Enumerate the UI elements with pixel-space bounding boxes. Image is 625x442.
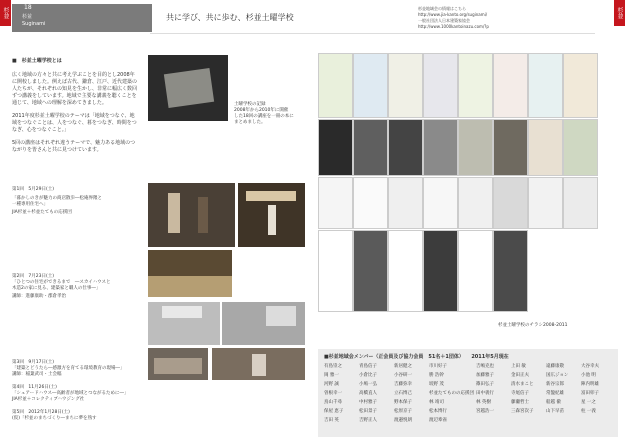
flyer-thumb bbox=[388, 177, 423, 229]
flyer-caption: 杉並土曜学校のチラシ2008-2011 bbox=[498, 323, 568, 328]
member-name: 金田正夫 bbox=[511, 373, 529, 378]
flyer-thumb bbox=[353, 177, 388, 229]
member-name: 新居健之 bbox=[394, 364, 412, 369]
flyer-thumb bbox=[423, 177, 458, 229]
member-name: 松田景子 bbox=[359, 409, 377, 414]
member-name: 高橋直人 bbox=[359, 391, 377, 396]
intro-paragraph-3: 5回の講座はそれぞれ違うテーマで、魅力ある地域のつながりを皆さんと共に見つけています。 bbox=[12, 140, 136, 153]
member-name: 林 英樹 bbox=[476, 400, 491, 405]
member-name: 小池 明 bbox=[581, 373, 596, 378]
info-url-1: http://www.jia-kanto.org/suginami/ bbox=[418, 12, 488, 17]
flyer-thumb bbox=[563, 177, 598, 229]
flyer-thumb bbox=[318, 53, 353, 118]
event-1: 第1回 5月29日(土) 「暮かしのきが魅力の商店散歩―松庵界隈と 一種専用住宅へ」 JIA杉並＋杉並たてもの応援団 bbox=[12, 187, 102, 215]
event1-photo-room bbox=[238, 183, 305, 247]
members-box bbox=[318, 349, 618, 437]
flyer-thumb bbox=[353, 119, 388, 176]
right-side-tab: 杉並 bbox=[614, 0, 625, 26]
flyer-thumb bbox=[458, 230, 493, 312]
page-header-block bbox=[12, 4, 162, 32]
member-name: 坂野 茂 bbox=[429, 382, 444, 387]
event2-photo-hall bbox=[222, 302, 305, 345]
member-name: 清水まこと bbox=[511, 382, 534, 387]
members-heading: ■杉並地域会メンバー（正会員及び協力会員 51名＋1団体） 2011年5月現在 bbox=[324, 354, 509, 360]
intro-paragraph-2: 2011年度杉並土曜学校のテーマは「地域をつなぐ、地域をつなぐことは、人をつなぐ、暮をつなぎ、時間をつなぎ、心をつなぐこと。」 bbox=[12, 113, 137, 133]
event-4: 第4回 11月26日(土) 「シェアードハウス―高齢者が地域とつながるために―」 JIA杉並＋コレクティブハウジング社 bbox=[12, 385, 129, 402]
member-name: 鳥山千尋 bbox=[324, 400, 342, 405]
member-name: 小鳩一弘 bbox=[359, 382, 377, 387]
header-bar bbox=[12, 4, 152, 32]
event1-photo-tatami bbox=[148, 250, 232, 297]
member-name: 陣内明雄 bbox=[581, 382, 599, 387]
book-photo bbox=[148, 55, 228, 121]
member-name: 小倉比子 bbox=[359, 373, 377, 378]
event1-photo-group bbox=[148, 183, 235, 247]
flyer-thumb bbox=[493, 230, 528, 312]
flyer-thumb bbox=[458, 119, 493, 176]
info-box bbox=[418, 6, 489, 30]
header-rule bbox=[150, 33, 595, 34]
flyer-thumb bbox=[318, 230, 353, 312]
flyer-thumb bbox=[493, 177, 528, 229]
member-name: 渡邉悦朗 bbox=[394, 418, 412, 423]
event-3: 第3回 9月17日(土) 「建築とどうたら―感激方を育てる環境教育の現場―」 講師：稲葉武司・土会幅 bbox=[12, 360, 125, 377]
info-line-2: 一般社団法人日本建築家協会 bbox=[418, 18, 470, 23]
member-name: 松本博行 bbox=[429, 409, 447, 414]
member-name: 勝 浩幹 bbox=[429, 373, 444, 378]
event2-photo-audience bbox=[148, 348, 208, 380]
event-2: 第2回 7月23日(土) 「ひとつの住宅ができるまで ―スカイハウスと 木造2の家に見る、建築家と職人の仕事―」 講師：進藤康助・郡倉孝治 bbox=[12, 274, 111, 299]
flyer-thumb bbox=[423, 119, 458, 176]
member-name: 立石博己 bbox=[394, 391, 412, 396]
member-name: 渡辺牽雀 bbox=[429, 418, 447, 423]
member-name: 吉嶋克也 bbox=[476, 364, 494, 369]
flyer-thumb bbox=[353, 53, 388, 118]
flyer-thumb bbox=[353, 230, 388, 312]
member-name: 山下早苗 bbox=[546, 409, 564, 414]
member-name: 新谷宗郎 bbox=[546, 382, 564, 387]
member-name: 吉田 英 bbox=[324, 418, 339, 423]
flyer-thumb bbox=[563, 119, 598, 176]
flyer-thumb bbox=[318, 119, 353, 176]
member-name: 中村雅子 bbox=[359, 400, 377, 405]
member-name: 船越 徹 bbox=[546, 400, 561, 405]
member-name: 宮越浩一 bbox=[476, 409, 494, 414]
member-name: 常盤紀雄 bbox=[546, 391, 564, 396]
member-name: 市川好子 bbox=[429, 364, 447, 369]
flyer-thumb bbox=[493, 53, 528, 118]
page-number: 18 bbox=[24, 4, 32, 11]
members-grid bbox=[324, 363, 614, 423]
intro-text bbox=[12, 72, 137, 160]
member-name: 星 一之 bbox=[581, 400, 596, 405]
intro-heading: ■ 杉並土曜学校とは bbox=[12, 58, 62, 64]
member-name: 柱 一義 bbox=[581, 409, 596, 414]
flyer-thumb bbox=[388, 53, 423, 118]
flyer-thumb bbox=[528, 119, 563, 176]
member-name: 篠田弘子 bbox=[476, 382, 494, 387]
info-url-2: http://www.1000kantoinazu.com/?p bbox=[418, 24, 489, 29]
header-label-en: Suginami bbox=[22, 21, 46, 27]
event2-photo-lecture bbox=[148, 302, 220, 345]
member-name: 青島信子 bbox=[359, 364, 377, 369]
member-name: 藤瀬哲士 bbox=[511, 400, 529, 405]
flyer-thumb bbox=[528, 53, 563, 118]
flyer-thumb bbox=[458, 177, 493, 229]
member-name: 吉野正人 bbox=[359, 418, 377, 423]
event-5: 第5回 2012年1月28日(土) (仮)「杉並のまちづくり―まちに夢を熟す bbox=[12, 410, 97, 421]
flyer-thumb bbox=[423, 230, 458, 312]
book-caption: 土曜学校の記録 2008年から2010年に開催 した18回の講座を一冊の本に まとめました。 bbox=[234, 102, 294, 125]
intro-paragraph-1: 広く地域の方々と共に考え学ぶことを目的とし2008年に開校しました。例えば古代、鎌倉、江戸、近代建築の人たちが、それぞれの知見を生かし、非常に幅広く数回ずつ講義をしています。地域で主要な講義を聴くことを通じて、地域への理解を深めてきました。 bbox=[12, 72, 138, 106]
member-name: 河野 誠 bbox=[324, 382, 339, 387]
flyer-thumb bbox=[493, 119, 528, 176]
member-name: 杉並たてものの応援団 bbox=[429, 391, 474, 396]
member-name: 富田卯子 bbox=[581, 391, 599, 396]
member-name: 加藤雅子 bbox=[476, 373, 494, 378]
header-label-jp: 杉並 bbox=[22, 14, 33, 20]
flyer-thumb bbox=[528, 177, 563, 229]
member-name: 有島崇之 bbox=[324, 364, 342, 369]
member-name: 国広ジョン bbox=[546, 373, 569, 378]
flyer-thumb bbox=[458, 53, 493, 118]
member-name: 保屋 恵子 bbox=[324, 409, 344, 414]
flyer-thumb bbox=[318, 177, 353, 229]
flyer-mosaic bbox=[318, 53, 608, 313]
member-name: 寺尾信子 bbox=[511, 391, 529, 396]
left-side-tab: 杉並 bbox=[0, 0, 11, 26]
member-name: 上田 敏 bbox=[511, 364, 526, 369]
flyer-thumb bbox=[563, 53, 598, 118]
member-name: 三森宮次子 bbox=[511, 409, 534, 414]
flyer-thumb bbox=[423, 53, 458, 118]
page-title: 共に学び、共に歩む、杉並土曜学校 bbox=[166, 13, 294, 22]
event2-photo-speaker bbox=[212, 348, 305, 380]
member-name: 遠藤康敬 bbox=[546, 364, 564, 369]
member-name: 大谷幸夫 bbox=[581, 364, 599, 369]
member-name: 曽根幸一 bbox=[324, 391, 342, 396]
member-name: 小谷研一 bbox=[394, 373, 412, 378]
flyer-thumb bbox=[388, 119, 423, 176]
member-name: 岡 雅一 bbox=[324, 373, 339, 378]
member-name: 吉藤弥幸 bbox=[394, 382, 412, 387]
flyer-thumb bbox=[388, 230, 423, 312]
member-name: 野本保子 bbox=[394, 400, 412, 405]
member-name: 林 靖司 bbox=[429, 400, 444, 405]
member-name: 田中義行 bbox=[476, 391, 494, 396]
info-line-1: 杉並地域会の情報はこちら bbox=[418, 6, 466, 11]
member-name: 松原京子 bbox=[394, 409, 412, 414]
